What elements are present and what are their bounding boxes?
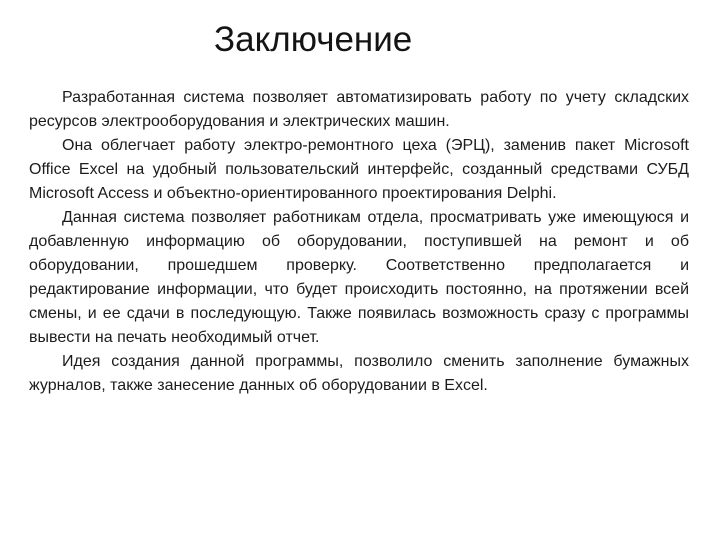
paragraph-replacement: Она облегчает работу электро-ремонтного цеха (ЭРЦ), заменив пакет Microsoft Office Excel на удобный пользовательский интерфейс, созданный средствами СУБД Microsoft Access и объектно-ориентированного проектирования Delphi. <box>29 137 689 202</box>
slide-body <box>29 86 689 398</box>
paragraph-idea: Идея создания данной программы, позволило сменить заполнение бумажных журналов, также занесение данных об оборудовании в Excel. <box>29 353 689 394</box>
paragraph-capabilities: Данная система позволяет работникам отдела, просматривать уже имеющуюся и добавленную информацию об оборудовании, поступившей на ремонт и об оборудовании, прошедшем проверку. Соответственно предполагается и редактирование информации, что будет происходить постоянно, на протяжении всей смены, и ее сдачи в последующую. Также появилась возможность сразу с программы вывести на печать необходимый отчет. <box>29 209 689 346</box>
paragraph-purpose: Разработанная система позволяет автоматизировать работу по учету складских ресурсов электрооборудования и электрических машин. <box>29 89 689 130</box>
slide-title: Заключение <box>214 20 413 59</box>
